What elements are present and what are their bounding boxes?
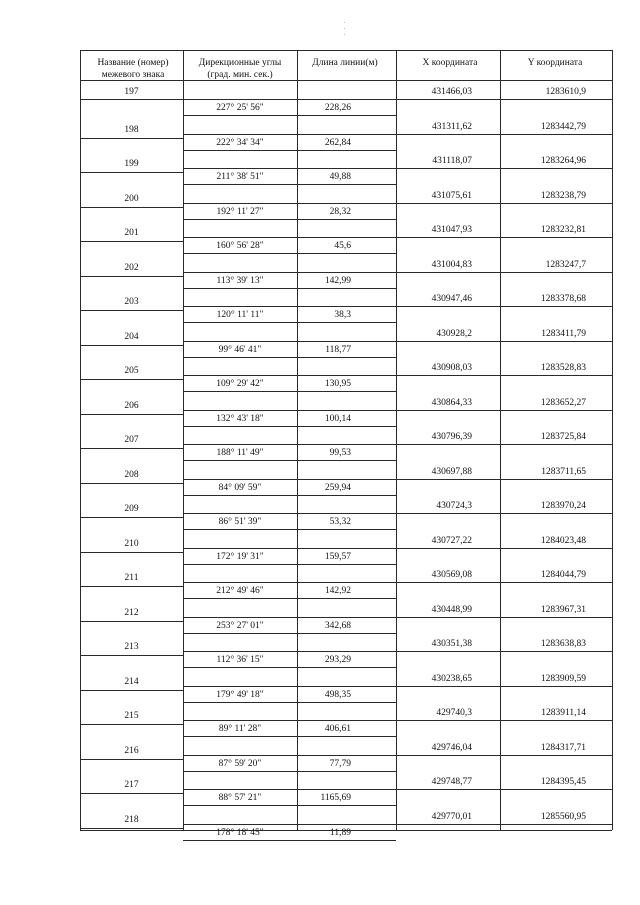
y-coordinate: 1283652,27 — [540, 397, 586, 408]
grid-line-h — [80, 276, 183, 277]
point-name: 216 — [124, 745, 139, 756]
x-coordinate: 431466,03 — [431, 87, 472, 97]
grid-line-h — [396, 789, 612, 790]
point-name: 214 — [124, 676, 139, 687]
grid-line-h — [396, 479, 612, 480]
point-name: 200 — [124, 193, 139, 204]
grid-line-h — [183, 184, 396, 185]
x-coordinate: 431004,83 — [431, 259, 472, 270]
line-length: 77,79 — [329, 758, 351, 769]
line-length: 342,68 — [324, 620, 351, 631]
y-coordinate: 1283442,79 — [540, 121, 586, 132]
grid-line-h — [80, 724, 183, 725]
direction-angle: 211° 38' 51" — [216, 172, 264, 182]
line-length: 142,92 — [324, 586, 351, 596]
scan-speck — [344, 22, 345, 23]
grid-line-h — [183, 460, 396, 461]
point-name: 210 — [124, 538, 139, 549]
grid-line-h — [80, 50, 612, 51]
point-name: 204 — [124, 331, 139, 342]
line-length: 262,84 — [324, 137, 351, 148]
point-name: 199 — [124, 159, 139, 169]
y-coordinate: 1285560,95 — [540, 811, 586, 822]
grid-line-h — [396, 168, 612, 169]
grid-line-h — [80, 99, 183, 100]
grid-line-h — [80, 310, 183, 311]
grid-line-h — [183, 548, 396, 549]
grid-line-h — [183, 582, 396, 583]
grid-line-h — [183, 513, 396, 514]
grid-line-h — [183, 824, 396, 825]
grid-line-h — [396, 720, 612, 721]
y-coordinate: 1284317,71 — [540, 742, 586, 753]
direction-angle: 253° 27' 01" — [216, 620, 264, 631]
grid-line-h — [80, 759, 183, 760]
grid-line-h — [183, 426, 396, 427]
grid-line-h — [396, 824, 612, 825]
point-name: 205 — [124, 366, 139, 376]
y-coordinate: 1284044,79 — [540, 570, 586, 580]
grid-line-h — [80, 552, 183, 553]
direction-angle: 192° 11' 27" — [216, 206, 264, 217]
grid-line-h — [396, 341, 612, 342]
point-name: 213 — [124, 642, 139, 652]
grid-line-v — [183, 50, 184, 830]
line-length: 45,6 — [334, 241, 351, 251]
grid-line-h — [80, 138, 183, 139]
x-coordinate: 429740,3 — [436, 708, 472, 718]
grid-line-h — [183, 272, 396, 273]
grid-line-h — [80, 690, 183, 691]
grid-line-h — [183, 479, 396, 480]
point-name: 202 — [124, 262, 139, 273]
direction-angle: 132° 43' 18" — [216, 413, 264, 424]
grid-line-h — [396, 444, 612, 445]
x-coordinate: 430864,33 — [431, 397, 472, 408]
direction-angle: 86° 51' 39" — [218, 517, 262, 527]
x-coordinate: 430569,08 — [431, 570, 472, 580]
grid-line-h — [183, 410, 396, 411]
grid-line-h — [183, 840, 396, 841]
grid-line-v — [297, 50, 298, 830]
grid-line-h — [183, 237, 396, 238]
direction-angle: 120° 11' 11" — [216, 310, 264, 320]
line-length: 28,32 — [329, 206, 351, 217]
grid-line-h — [396, 134, 612, 135]
x-coordinate: 430238,65 — [431, 673, 472, 684]
point-name: 206 — [124, 400, 139, 411]
grid-line-h — [183, 789, 396, 790]
header-x: X координата — [422, 58, 478, 68]
grid-line-h — [183, 168, 396, 169]
line-length: 49,88 — [329, 172, 351, 182]
grid-line-h — [80, 793, 183, 794]
header-y: Y координата — [527, 58, 583, 68]
y-coordinate: 1283238,79 — [540, 190, 586, 201]
x-coordinate: 430448,99 — [431, 604, 472, 615]
grid-line-h — [183, 444, 396, 445]
y-coordinate: 1284395,45 — [540, 777, 586, 787]
direction-angle: 188° 11' 49" — [216, 448, 264, 458]
grid-line-h — [183, 134, 396, 135]
x-coordinate: 430697,88 — [431, 466, 472, 477]
direction-angle: 112° 36' 15" — [216, 655, 264, 665]
direction-angle: 109° 29' 42" — [216, 379, 264, 389]
point-name: 208 — [124, 469, 139, 480]
line-length: 118,77 — [325, 344, 351, 355]
line-length: 53,32 — [329, 517, 351, 527]
x-coordinate: 430351,38 — [431, 639, 472, 649]
grid-line-h — [183, 720, 396, 721]
grid-line-h — [396, 582, 612, 583]
grid-line-h — [183, 375, 396, 376]
y-coordinate: 1283610,9 — [545, 87, 586, 97]
grid-line-h — [396, 237, 612, 238]
grid-line-h — [80, 379, 183, 380]
direction-angle: 222° 34' 34" — [216, 137, 264, 148]
grid-line-h — [183, 253, 396, 254]
point-name: 212 — [124, 607, 139, 618]
grid-line-h — [183, 702, 396, 703]
grid-line-h — [396, 99, 612, 100]
x-coordinate: 429748,77 — [431, 777, 472, 787]
grid-line-h — [396, 617, 612, 618]
x-coordinate: 430724,3 — [436, 501, 472, 511]
x-coordinate: 429746,04 — [431, 742, 472, 753]
grid-line-h — [396, 755, 612, 756]
grid-line-h — [183, 529, 396, 530]
point-name: 217 — [124, 780, 139, 790]
x-coordinate: 430727,22 — [431, 535, 472, 546]
grid-line-h — [80, 517, 183, 518]
x-coordinate: 430796,39 — [431, 432, 472, 442]
grid-line-h — [183, 598, 396, 599]
x-coordinate: 430908,03 — [431, 363, 472, 373]
grid-line-h — [183, 755, 396, 756]
grid-line-h — [183, 306, 396, 307]
y-coordinate: 1283909,59 — [540, 673, 586, 684]
direction-angle: 179° 49' 18" — [216, 689, 264, 700]
y-coordinate: 1283247,7 — [545, 259, 586, 270]
grid-line-h — [183, 150, 396, 151]
grid-line-h — [80, 172, 183, 173]
grid-line-h — [80, 828, 183, 829]
grid-line-h — [396, 651, 612, 652]
line-length: 259,94 — [324, 482, 351, 493]
grid-line-h — [183, 341, 396, 342]
grid-line-h — [183, 617, 396, 618]
point-name: 218 — [124, 814, 139, 825]
point-name: 197 — [124, 87, 139, 97]
point-name: 203 — [124, 297, 139, 307]
direction-angle: 113° 39' 13" — [216, 275, 264, 286]
grid-line-h — [183, 686, 396, 687]
grid-line-h — [396, 513, 612, 514]
grid-line-h — [183, 805, 396, 806]
line-length: 498,35 — [324, 689, 351, 700]
y-coordinate: 1283638,83 — [540, 639, 586, 649]
y-coordinate: 1283378,68 — [540, 294, 586, 304]
grid-line-h — [396, 203, 612, 204]
header-name: Название (номер) межевого знака — [97, 58, 169, 80]
grid-line-h — [80, 483, 183, 484]
line-length: 228,26 — [324, 103, 351, 113]
y-coordinate: 1283528,83 — [540, 363, 586, 373]
line-length: 142,99 — [324, 275, 351, 286]
grid-line-h — [183, 219, 396, 220]
y-coordinate: 1283711,65 — [541, 466, 586, 477]
scan-speck — [344, 34, 345, 35]
header-angle: Дирекционные углы (град. мин. сек.) — [198, 58, 282, 80]
scan-speck — [344, 28, 345, 29]
direction-angle: 212° 49' 46" — [216, 586, 264, 596]
y-coordinate: 1283411,79 — [541, 328, 586, 339]
direction-angle: 178° 18' 45" — [216, 827, 264, 838]
x-coordinate: 431311,62 — [431, 121, 472, 132]
direction-angle: 87° 59' 20" — [218, 758, 262, 769]
grid-line-v — [612, 50, 613, 830]
grid-line-h — [80, 207, 183, 208]
direction-angle: 227° 25' 56" — [216, 103, 264, 113]
point-name: 209 — [124, 504, 139, 514]
grid-line-h — [183, 203, 396, 204]
grid-line-h — [80, 448, 183, 449]
line-length: 1165,69 — [320, 793, 351, 803]
direction-angle: 84° 09' 59" — [218, 482, 262, 493]
y-coordinate: 1283232,81 — [540, 225, 586, 235]
y-coordinate: 1283264,96 — [540, 156, 586, 166]
line-length: 130,95 — [324, 379, 351, 389]
y-coordinate: 1283911,14 — [541, 708, 586, 718]
y-coordinate: 1283725,84 — [540, 432, 586, 442]
y-coordinate: 1284023,48 — [540, 535, 586, 546]
point-name: 198 — [124, 124, 139, 135]
x-coordinate: 431118,07 — [432, 156, 472, 166]
line-length: 406,61 — [324, 724, 351, 734]
grid-line-h — [80, 621, 183, 622]
y-coordinate: 1283970,24 — [540, 501, 586, 511]
line-length: 159,57 — [324, 551, 351, 562]
header-length: Длина линии(м) — [312, 58, 378, 68]
grid-line-h — [183, 115, 396, 116]
grid-line-h — [183, 288, 396, 289]
direction-angle: 88° 57' 21" — [218, 793, 262, 803]
line-length: 293,29 — [324, 655, 351, 665]
point-name: 211 — [124, 573, 139, 583]
direction-angle: 89° 11' 28" — [218, 724, 262, 734]
point-name: 201 — [124, 228, 139, 238]
line-length: 100,14 — [324, 413, 351, 424]
x-coordinate: 429770,01 — [431, 811, 472, 822]
grid-line-h — [183, 495, 396, 496]
grid-line-h — [396, 410, 612, 411]
direction-angle: 99° 46' 41" — [218, 344, 262, 355]
grid-line-h — [396, 272, 612, 273]
grid-line-h — [80, 655, 183, 656]
direction-angle: 172° 19' 31" — [216, 551, 264, 562]
grid-line-h — [396, 306, 612, 307]
grid-line-h — [396, 548, 612, 549]
grid-line-h — [183, 771, 396, 772]
grid-line-h — [80, 586, 183, 587]
grid-line-h — [183, 564, 396, 565]
x-coordinate: 431047,93 — [431, 225, 472, 235]
grid-line-h — [183, 357, 396, 358]
line-length: 99,53 — [329, 448, 351, 458]
y-coordinate: 1283967,31 — [540, 604, 586, 615]
grid-line-h — [80, 241, 183, 242]
point-name: 215 — [124, 711, 139, 721]
line-length: 11,89 — [329, 827, 351, 838]
grid-line-h — [183, 651, 396, 652]
grid-line-h — [183, 633, 396, 634]
grid-line-h — [183, 99, 396, 100]
grid-line-h — [183, 667, 396, 668]
grid-line-h — [183, 322, 396, 323]
grid-line-h — [80, 345, 183, 346]
point-name: 207 — [124, 435, 139, 445]
x-coordinate: 431075,61 — [431, 190, 472, 201]
line-length: 38,3 — [334, 310, 351, 320]
grid-line-h — [183, 736, 396, 737]
x-coordinate: 430928,2 — [436, 328, 472, 339]
grid-line-h — [396, 375, 612, 376]
grid-line-h — [183, 391, 396, 392]
grid-line-h — [80, 414, 183, 415]
grid-line-h — [396, 686, 612, 687]
x-coordinate: 430947,46 — [431, 294, 472, 304]
direction-angle: 160° 56' 28" — [216, 241, 264, 251]
